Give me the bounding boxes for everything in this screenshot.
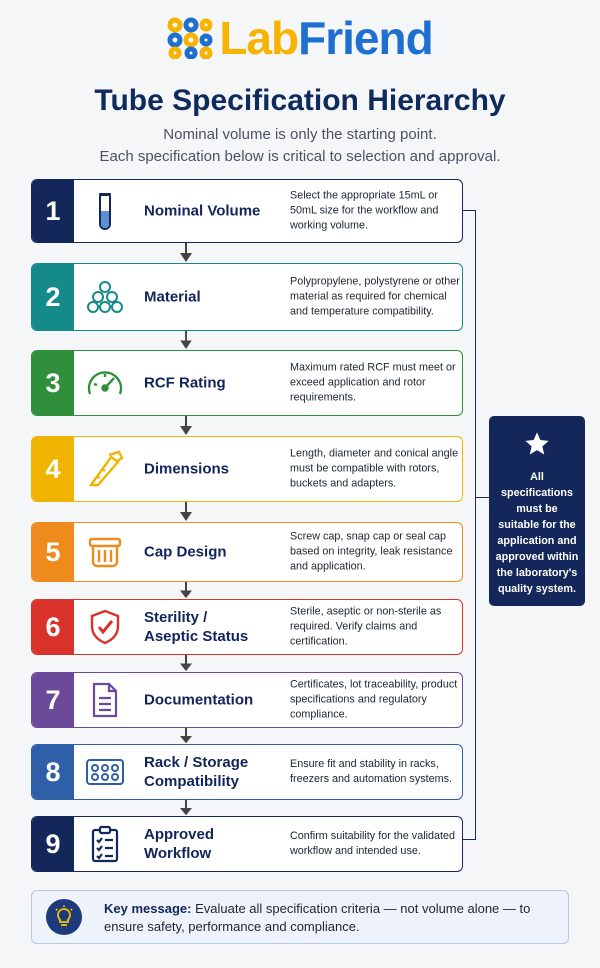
down-arrow-icon (178, 800, 194, 816)
spec-card-material (31, 263, 463, 331)
spec-description: Polypropylene, polystyrene or other material as required for chemical and temperature compatibility. (290, 275, 460, 318)
document-icon (82, 677, 128, 723)
hierarchy-bracket (462, 210, 476, 840)
key-message-body: Evaluate all specification criteria — not volume alone — to ensure safety, performance and compliance. (104, 901, 531, 934)
spec-name-line-1: Sterility / (144, 609, 208, 626)
star-icon (523, 430, 551, 458)
spec-card-sterility (31, 599, 463, 655)
page-title: Tube Specification Hierarchy (94, 84, 506, 117)
spec-description: Ensure fit and stability in racks, freezers and automation systems. (290, 758, 453, 785)
spec-description: Sterile, aseptic or non-sterile as required. Verify claims and certification. (290, 605, 442, 648)
clipboard-check-icon (82, 821, 128, 867)
spec-description: Select the appropriate 15mL or 50mL size for the workflow and working volume. (290, 189, 439, 232)
spec-name (144, 825, 284, 863)
spec-number: 3 (32, 351, 74, 415)
subtitle-line-2: Each specification below is critical to selection and approval. (99, 148, 501, 165)
spec-description: Confirm suitability for the validated workflow and intended use. (290, 830, 456, 857)
down-arrow-icon (178, 416, 194, 436)
spec-name: Material (144, 288, 201, 306)
sidebar-text: All specifications must be suitable for the application and approved within the laboratory's quality system. (495, 471, 579, 595)
spec-card-nominal-volume (31, 179, 463, 243)
approval-sidebar (489, 416, 585, 606)
spec-number: 9 (32, 817, 74, 871)
down-arrow-icon (178, 331, 194, 350)
logo-mark-icon (167, 17, 213, 59)
spec-name: Documentation (144, 691, 254, 709)
spec-card-rack-storage (31, 744, 463, 800)
spec-name: RCF Rating (144, 374, 226, 392)
spec-number: 5 (32, 523, 74, 581)
spec-name (144, 608, 284, 646)
key-message-box (31, 890, 569, 944)
spec-name-line-1: Approved (144, 826, 215, 843)
spec-name-line-2: Compatibility (144, 773, 240, 790)
rack-icon (82, 749, 128, 795)
down-arrow-icon (178, 502, 194, 522)
subtitle-line-1: Nominal volume is only the starting point. (163, 126, 437, 143)
logo-lab: Lab (219, 12, 299, 64)
key-message-text (104, 900, 544, 936)
caliper-icon (82, 446, 128, 492)
down-arrow-icon (178, 582, 194, 599)
shield-check-icon (82, 604, 128, 650)
spec-description: Screw cap, snap cap or seal cap based on integrity, leak resistance and application. (290, 530, 453, 573)
spec-card-documentation (31, 672, 463, 728)
test-tube-icon (82, 188, 128, 234)
spec-number: 6 (32, 600, 74, 654)
key-message-label: Key message: (104, 901, 192, 916)
spec-card-dimensions (31, 436, 463, 502)
spec-card-cap-design (31, 522, 463, 582)
spec-name-line-1: Rack / Storage (144, 754, 249, 771)
down-arrow-icon (178, 243, 194, 263)
spec-number: 2 (32, 264, 74, 330)
bracket-connector (476, 497, 490, 498)
down-arrow-icon (178, 655, 194, 672)
spec-description: Length, diameter and conical angle must be compatible with rotors, buckets and adapters. (290, 447, 459, 490)
spec-name: Dimensions (144, 460, 230, 478)
logo-wordmark (219, 11, 432, 65)
down-arrow-icon (178, 728, 194, 744)
logo (0, 10, 600, 66)
spec-card-approved-workflow (31, 816, 463, 872)
lightbulb-icon (46, 899, 82, 935)
logo-friend: Friend (298, 12, 433, 64)
spec-number: 1 (32, 180, 74, 242)
molecule-icon (82, 274, 128, 320)
spec-number: 7 (32, 673, 74, 727)
gauge-icon (82, 360, 128, 406)
spec-description: Certificates, lot traceability, product specifications and regulatory compliance. (290, 678, 458, 721)
spec-name-line-2: Aseptic Status (144, 628, 249, 645)
spec-number: 4 (32, 437, 74, 501)
spec-name: Cap Design (144, 543, 227, 561)
spec-number: 8 (32, 745, 74, 799)
spec-description: Maximum rated RCF must meet or exceed application and rotor requirements. (290, 361, 456, 404)
cap-icon (82, 529, 128, 575)
spec-card-rcf-rating (31, 350, 463, 416)
spec-name (144, 753, 284, 791)
spec-name-line-2: Workflow (144, 845, 212, 862)
spec-name: Nominal Volume (144, 202, 261, 220)
